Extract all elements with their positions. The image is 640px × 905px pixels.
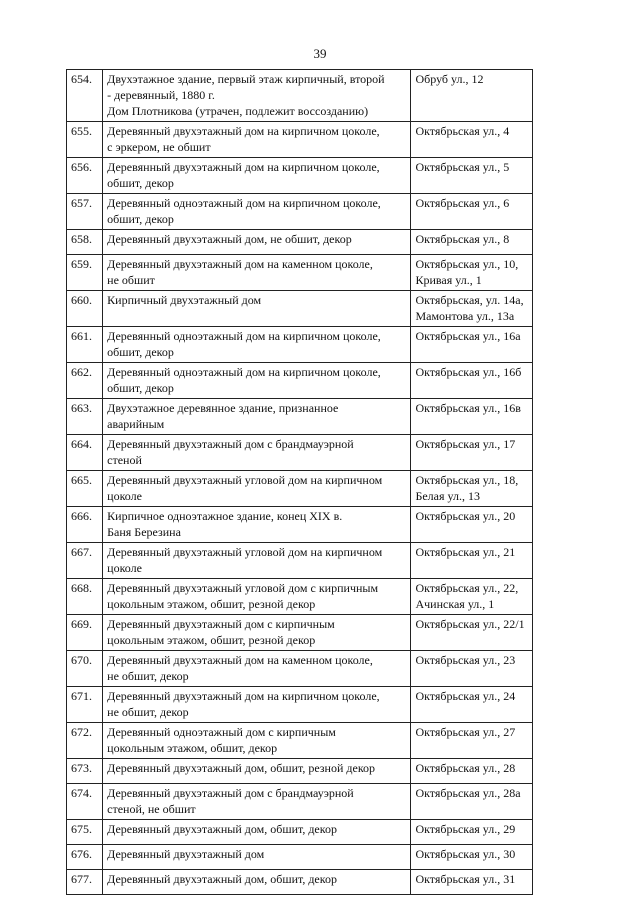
row-number: 670.	[67, 651, 103, 687]
description-line: цоколе	[107, 561, 142, 575]
object-description	[103, 158, 411, 194]
description-line: обшит, декор	[107, 381, 174, 395]
table-row	[67, 158, 533, 194]
row-number: 669.	[67, 615, 103, 651]
object-description	[103, 291, 411, 327]
row-number: 674.	[67, 784, 103, 820]
table-row	[67, 399, 533, 435]
object-description	[103, 579, 411, 615]
object-address	[411, 122, 533, 158]
description-line: Деревянный двухэтажный дом на кирпичном цоколе,	[107, 689, 380, 703]
description-line: цоколе	[107, 489, 142, 503]
object-address	[411, 615, 533, 651]
row-number: 664.	[67, 435, 103, 471]
object-description	[103, 784, 411, 820]
description-line: Двухэтажное здание, первый этаж кирпичный, второй	[107, 72, 385, 86]
row-number: 672.	[67, 723, 103, 759]
description-line: Деревянный двухэтажный дом с брандмауэрной	[107, 786, 354, 800]
description-line: Баня Березина	[107, 525, 181, 539]
object-address	[411, 327, 533, 363]
address-line: Октябрьская ул., 4	[415, 124, 510, 138]
object-description	[103, 759, 411, 784]
object-address	[411, 723, 533, 759]
address-line: Октябрьская ул., 21	[415, 545, 516, 559]
object-address	[411, 399, 533, 435]
row-number: 677.	[67, 870, 103, 895]
object-address	[411, 291, 533, 327]
object-description	[103, 435, 411, 471]
object-description	[103, 471, 411, 507]
row-number: 659.	[67, 255, 103, 291]
description-line: Дом Плотникова (утрачен, подлежит воссозданию)	[107, 104, 369, 118]
description-line: Деревянный одноэтажный дом на кирпичном цоколе,	[107, 365, 381, 379]
description-line: Деревянный двухэтажный дом на каменном цоколе,	[107, 653, 373, 667]
table-body	[67, 70, 533, 895]
description-line: - деревянный, 1880 г.	[107, 88, 215, 102]
row-number: 658.	[67, 230, 103, 255]
address-line: Октябрьская ул., 10,	[415, 257, 519, 271]
description-line: Деревянный одноэтажный дом с кирпичным	[107, 725, 336, 739]
row-number: 654.	[67, 70, 103, 122]
table-row	[67, 291, 533, 327]
object-address	[411, 579, 533, 615]
object-address	[411, 507, 533, 543]
row-number: 662.	[67, 363, 103, 399]
address-line: Октябрьская ул., 8	[415, 232, 510, 246]
object-address	[411, 845, 533, 870]
object-address	[411, 651, 533, 687]
row-number: 666.	[67, 507, 103, 543]
row-number: 656.	[67, 158, 103, 194]
table-row	[67, 759, 533, 784]
heritage-table	[66, 69, 533, 895]
description-line: Деревянный двухэтажный дом на кирпичном цоколе,	[107, 160, 380, 174]
object-address	[411, 158, 533, 194]
row-number: 661.	[67, 327, 103, 363]
table-row	[67, 363, 533, 399]
object-address	[411, 230, 533, 255]
address-line: Белая ул., 13	[415, 489, 480, 503]
address-line: Октябрьская ул., 31	[415, 872, 516, 886]
object-description	[103, 820, 411, 845]
description-line: обшит, декор	[107, 176, 174, 190]
row-number: 660.	[67, 291, 103, 327]
description-line: Деревянный двухэтажный дом с брандмауэрной	[107, 437, 354, 451]
table-row	[67, 543, 533, 579]
description-line: Деревянный двухэтажный дом, обшит, декор	[107, 872, 337, 886]
row-number: 667.	[67, 543, 103, 579]
table-row	[67, 70, 533, 122]
description-line: не обшит, декор	[107, 705, 189, 719]
description-line: Деревянный двухэтажный дом, не обшит, декор	[107, 232, 352, 246]
table-row	[67, 845, 533, 870]
object-description	[103, 255, 411, 291]
description-line: Деревянный двухэтажный угловой дом с кирпичным	[107, 581, 379, 595]
description-line: цокольным этажом, обшит, декор	[107, 741, 278, 755]
object-address	[411, 784, 533, 820]
row-number: 671.	[67, 687, 103, 723]
table-row	[67, 122, 533, 158]
object-address	[411, 435, 533, 471]
address-line: Октябрьская ул., 24	[415, 689, 516, 703]
object-address	[411, 471, 533, 507]
object-description	[103, 327, 411, 363]
page-number: 39	[313, 46, 327, 61]
description-line: цокольным этажом, обшит, резной декор	[107, 597, 316, 611]
object-address	[411, 759, 533, 784]
description-line: Деревянный двухэтажный угловой дом на кирпичном	[107, 473, 383, 487]
table-row	[67, 870, 533, 895]
description-line: обшит, декор	[107, 212, 174, 226]
address-line: Ачинская ул., 1	[415, 597, 495, 611]
description-line: Деревянный двухэтажный дом, обшит, декор	[107, 822, 337, 836]
table-row	[67, 471, 533, 507]
description-line: с эркером, не обшит	[107, 140, 211, 154]
object-description	[103, 870, 411, 895]
table-row	[67, 723, 533, 759]
description-line: Деревянный двухэтажный дом	[107, 847, 265, 861]
row-number: 663.	[67, 399, 103, 435]
table-row	[67, 255, 533, 291]
address-line: Октябрьская ул., 5	[415, 160, 510, 174]
object-description	[103, 845, 411, 870]
description-line: цокольным этажом, обшит, резной декор	[107, 633, 316, 647]
object-description	[103, 615, 411, 651]
table-row	[67, 820, 533, 845]
description-line: Деревянный двухэтажный угловой дом на кирпичном	[107, 545, 383, 559]
address-line: Октябрьская ул., 20	[415, 509, 516, 523]
address-line: Октябрьская ул., 27	[415, 725, 516, 739]
table-row	[67, 507, 533, 543]
row-number: 676.	[67, 845, 103, 870]
description-line: не обшит, декор	[107, 669, 189, 683]
description-line: Деревянный двухэтажный дом на кирпичном цоколе,	[107, 124, 380, 138]
object-address	[411, 820, 533, 845]
description-line: стеной, не обшит	[107, 802, 196, 816]
address-line: Октябрьская ул., 28	[415, 761, 516, 775]
address-line: Мамонтова ул., 13а	[415, 309, 515, 323]
object-description	[103, 723, 411, 759]
row-number: 673.	[67, 759, 103, 784]
object-description	[103, 363, 411, 399]
object-address	[411, 363, 533, 399]
address-line: Обруб ул., 12	[415, 72, 484, 86]
description-line: Кирпичное одноэтажное здание, конец XIX в.	[107, 509, 343, 523]
row-number: 665.	[67, 471, 103, 507]
address-line: Октябрьская ул., 16б	[415, 365, 522, 379]
address-line: Октябрьская ул., 28а	[415, 786, 521, 800]
description-line: Деревянный одноэтажный дом на кирпичном цоколе,	[107, 329, 381, 343]
row-number: 675.	[67, 820, 103, 845]
object-description	[103, 122, 411, 158]
address-line: Октябрьская ул., 16а	[415, 329, 521, 343]
address-line: Кривая ул., 1	[415, 273, 482, 287]
table-row	[67, 579, 533, 615]
table-row	[67, 687, 533, 723]
description-line: Кирпичный двухэтажный дом	[107, 293, 262, 307]
object-description	[103, 399, 411, 435]
object-description	[103, 687, 411, 723]
table-row	[67, 651, 533, 687]
description-line: стеной	[107, 453, 142, 467]
table-row	[67, 230, 533, 255]
address-line: Октябрьская ул., 6	[415, 196, 510, 210]
address-line: Октябрьская ул., 16в	[415, 401, 521, 415]
table-row	[67, 435, 533, 471]
object-address	[411, 194, 533, 230]
row-number: 657.	[67, 194, 103, 230]
description-line: обшит, декор	[107, 345, 174, 359]
object-address	[411, 687, 533, 723]
table-row	[67, 784, 533, 820]
object-address	[411, 70, 533, 122]
description-line: Двухэтажное деревянное здание, признанное	[107, 401, 339, 415]
description-line: Деревянный одноэтажный дом на кирпичном цоколе,	[107, 196, 381, 210]
description-line: Деревянный двухэтажный дом, обшит, резной декор	[107, 761, 376, 775]
row-number: 655.	[67, 122, 103, 158]
object-description	[103, 543, 411, 579]
object-description	[103, 651, 411, 687]
object-description	[103, 194, 411, 230]
table-row	[67, 327, 533, 363]
object-description	[103, 230, 411, 255]
address-line: Октябрьская ул., 22,	[415, 581, 519, 595]
address-line: Октябрьская ул., 29	[415, 822, 516, 836]
description-line: Деревянный двухэтажный дом на каменном цоколе,	[107, 257, 373, 271]
object-address	[411, 255, 533, 291]
object-description	[103, 70, 411, 122]
address-line: Октябрьская ул., 22/1	[415, 617, 525, 631]
address-line: Октябрьская ул., 17	[415, 437, 516, 451]
address-line: Октябрьская ул., 23	[415, 653, 516, 667]
table-row	[67, 615, 533, 651]
table-row	[67, 194, 533, 230]
description-line: не обшит	[107, 273, 155, 287]
address-line: Октябрьская ул., 18,	[415, 473, 519, 487]
object-description	[103, 507, 411, 543]
object-address	[411, 543, 533, 579]
row-number: 668.	[67, 579, 103, 615]
object-address	[411, 870, 533, 895]
address-line: Октябрьская ул., 30	[415, 847, 516, 861]
description-line: Деревянный двухэтажный дом с кирпичным	[107, 617, 335, 631]
description-line: аварийным	[107, 417, 165, 431]
address-line: Октябрьская, ул. 14а,	[415, 293, 524, 307]
